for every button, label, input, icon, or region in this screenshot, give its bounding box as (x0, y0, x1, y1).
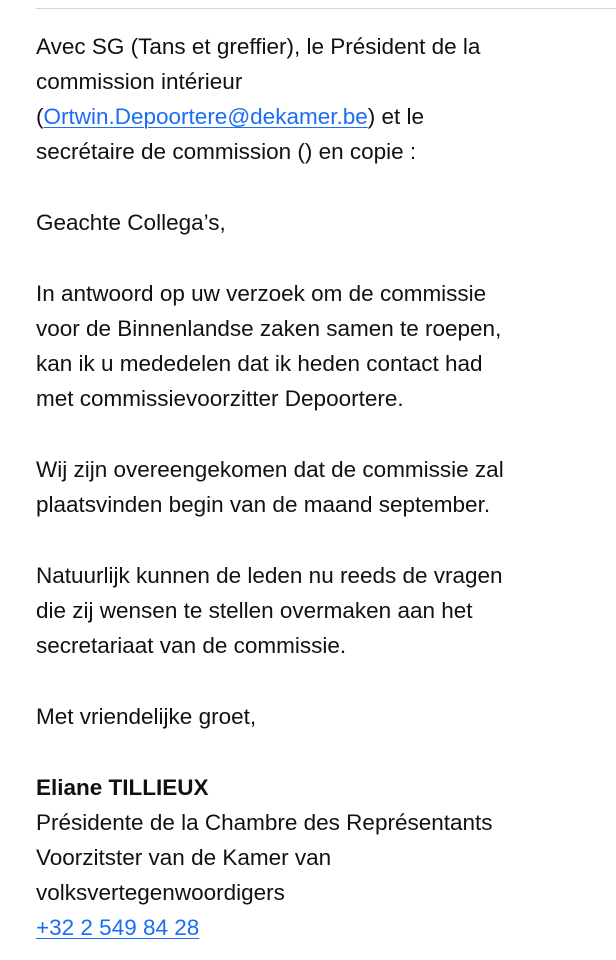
paragraph-1-line: voor de Binnenlandse zaken samen te roepen, (36, 316, 502, 341)
closing (36, 699, 611, 734)
intro-line-3-rest: ) et le (367, 104, 425, 129)
paragraph-1-line: In antwoord op uw verzoek om de commissie (36, 281, 487, 306)
signature-title-nl-2: volksvertegenwoordigers (36, 880, 285, 905)
signature-title-fr: Présidente de la Chambre des Représentants (36, 810, 493, 835)
email-address-link[interactable]: Ortwin.Depoortere@dekamer.be (43, 104, 368, 129)
paragraph-1-line: met commissievoorzitter Depoortere. (36, 386, 404, 411)
signature-name: Eliane TILLIEUX (36, 775, 209, 800)
paragraph-3-line: die zij wensen te stellen overmaken aan het (36, 598, 473, 623)
paragraph-3-line: Natuurlijk kunnen de leden nu reeds de vragen (36, 563, 503, 588)
paragraph-1 (36, 276, 611, 416)
email-body (36, 29, 611, 945)
paragraph-3 (36, 558, 611, 663)
intro-line-1: Avec SG (Tans et greffier), le Président de la (36, 34, 481, 59)
paragraph-3-line: secretariaat van de commissie. (36, 633, 347, 658)
header-divider (36, 8, 616, 9)
intro-line-3 (36, 99, 611, 134)
signature-phone-line (36, 910, 611, 945)
paren-open: ( (36, 104, 44, 129)
intro-paragraph (36, 29, 611, 169)
salutation (36, 205, 611, 240)
paragraph-1-line: kan ik u mededelen dat ik heden contact had (36, 351, 483, 376)
phone-link[interactable]: +32 2 549 84 28 (36, 915, 200, 940)
paragraph-2-line: plaatsvinden begin van de maand september. (36, 492, 491, 517)
paragraph-2 (36, 452, 611, 522)
intro-line-4: secrétaire de commission () en copie : (36, 139, 417, 164)
intro-line-2: commission intérieur (36, 69, 243, 94)
signature-block (36, 770, 611, 945)
signature-title-nl-1: Voorzitster van de Kamer van (36, 845, 332, 870)
salutation-text: Geachte Collega’s, (36, 210, 226, 235)
paragraph-2-line: Wij zijn overeengekomen dat de commissie zal (36, 457, 504, 482)
closing-text: Met vriendelijke groet, (36, 704, 257, 729)
